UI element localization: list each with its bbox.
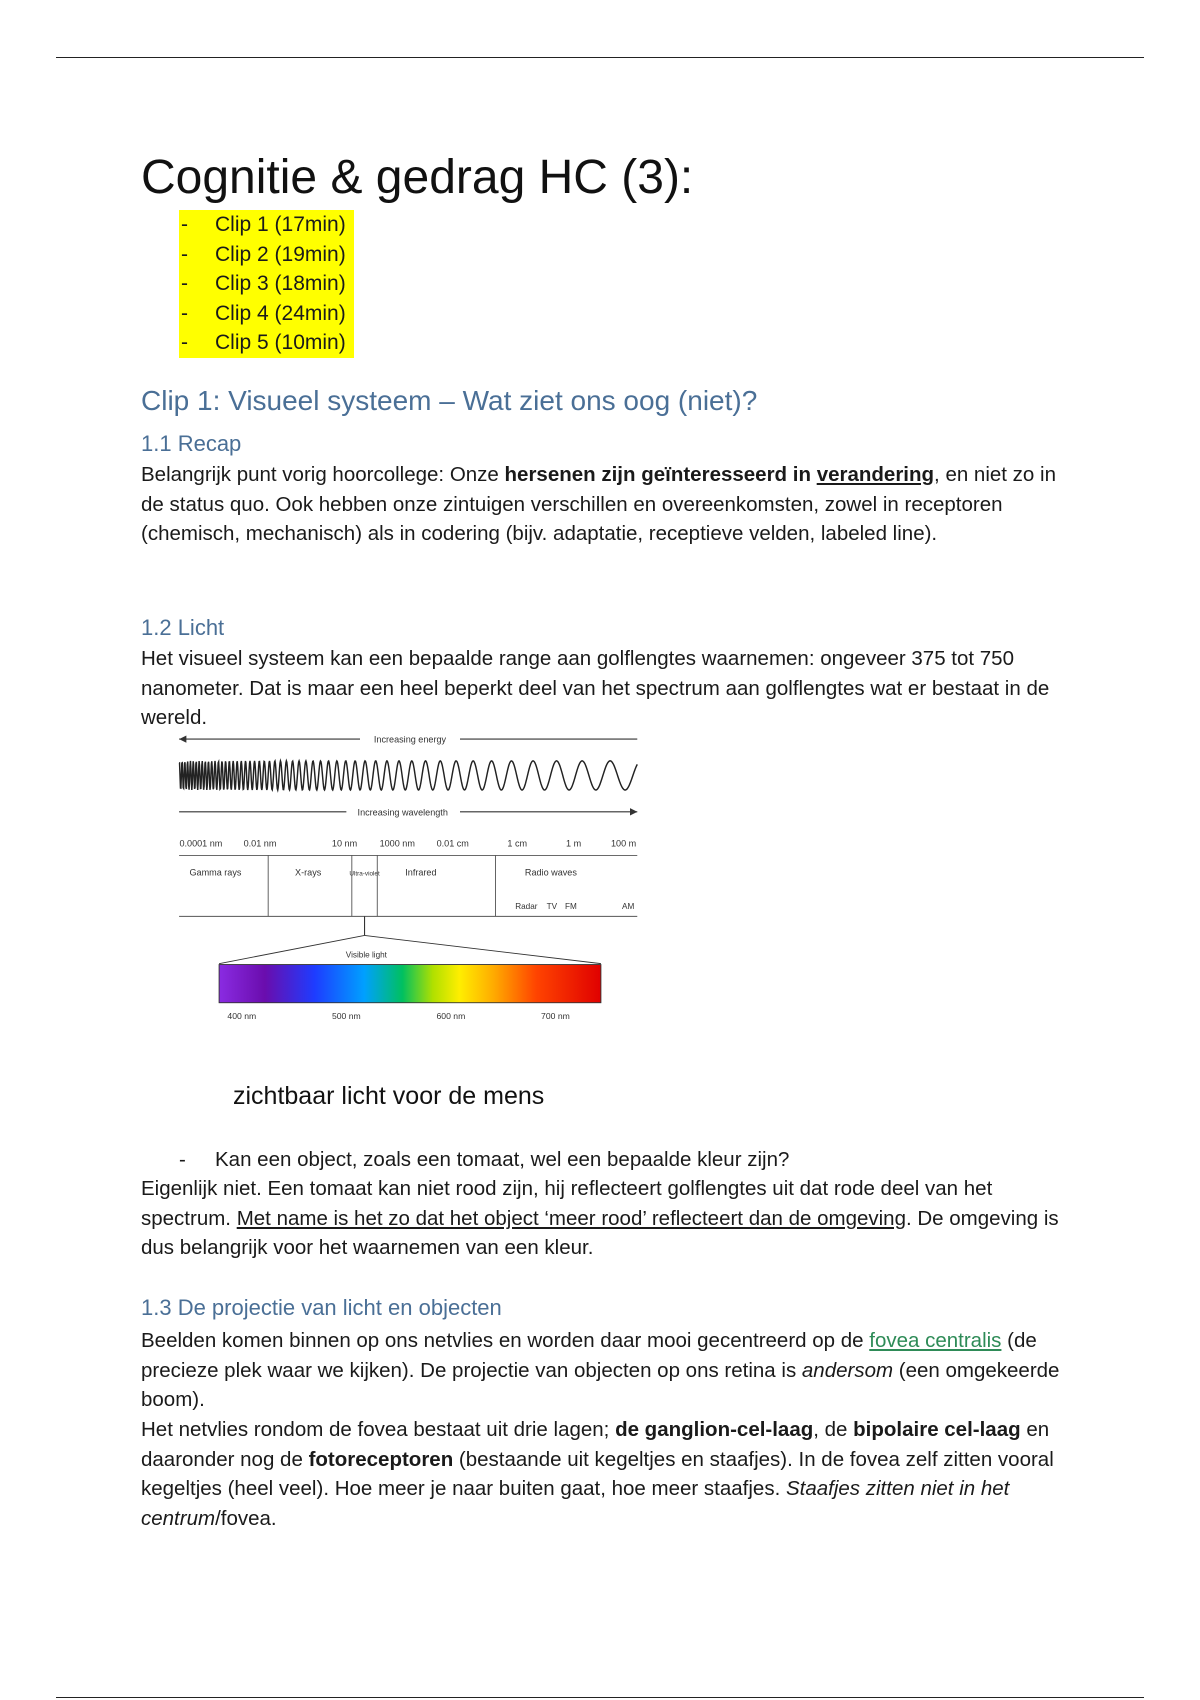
answer-paragraph xyxy=(141,1174,1081,1263)
list-dash: - xyxy=(181,331,188,354)
text-run: Beelden komen binnen op ons netvlies en worden daar mooi gecentreerd op de xyxy=(141,1329,870,1352)
text-run: , en niet zo in de status quo. Ook hebben onze zintuigen verschillen en overeenkomsten, zowel in receptoren (chemisch, mechanisch) als in codering (bijv. adaptatie, receptieve velden, labeled line). xyxy=(141,463,1056,545)
clip-item xyxy=(179,240,354,270)
text-run: (een omgekeerde boom). xyxy=(141,1358,1060,1411)
scale-label: 1 cm xyxy=(507,838,528,849)
clip-item xyxy=(179,328,354,358)
section-heading-clip1: Clip 1: Visueel systeem – Wat ziet ons oog (niet)? xyxy=(141,385,758,416)
band-label: Infrared xyxy=(405,867,437,878)
recap-paragraph xyxy=(141,460,1081,549)
clip-item xyxy=(179,269,354,299)
bold-underline-run: verandering xyxy=(816,463,935,486)
bold-run: fotoreceptoren xyxy=(308,1447,454,1471)
visible-tick-label: 600 nm xyxy=(436,1011,466,1022)
band-label: X-rays xyxy=(295,867,322,878)
underline-run: Met name is het zo dat het object ‘meer rood’ reflecteert dan de omgeving xyxy=(236,1206,906,1230)
text-run: (de precieze plek waar we kijken). De projectie van objecten op ons retina is xyxy=(141,1329,1037,1382)
figure-caption: zichtbaar licht voor de mens xyxy=(233,1082,545,1110)
clip-list xyxy=(179,210,354,358)
clip-label: Clip 5 (10min) xyxy=(215,331,346,354)
clip-label: Clip 4 (24min) xyxy=(215,301,346,325)
text-run: /fovea. xyxy=(215,1506,277,1530)
heading-licht: 1.2 Licht xyxy=(141,615,225,640)
scale-label: 10 nm xyxy=(331,838,358,849)
electromagnetic-spectrum-figure xyxy=(150,730,670,1030)
band-label: Ultra-violet xyxy=(349,870,380,878)
scale-label: 0.01 cm xyxy=(436,838,469,849)
wave-curve xyxy=(179,761,637,790)
bold-run: de ganglion-cel-laag xyxy=(615,1418,814,1441)
scale-label: 1 m xyxy=(566,838,582,849)
clip-label: Clip 1 (17min) xyxy=(215,213,346,236)
text-run: , de xyxy=(813,1418,854,1441)
energy-label: Increasing energy xyxy=(373,734,447,745)
radio-sub-label: TV xyxy=(546,902,558,912)
clip-item xyxy=(179,210,354,240)
visible-spectrum-bar xyxy=(219,965,601,1003)
projectie-paragraph-1 xyxy=(141,1326,1081,1415)
text-run: Eigenlijk niet. Een tomaat kan niet rood zijn, hij reflecteert golflengtes uit dat rode deel van het spectrum. xyxy=(141,1177,993,1230)
italic-run: Staafjes zitten niet in het centrum xyxy=(141,1477,1010,1530)
arrow-right-icon xyxy=(630,808,637,815)
visible-tick-label: 400 nm xyxy=(227,1011,257,1022)
scale-label: 1000 nm xyxy=(379,838,415,849)
heading-recap: 1.1 Recap xyxy=(141,431,242,456)
arrow-left-icon xyxy=(179,735,186,742)
question-text: Kan een object, zoals een tomaat, wel een bepaalde kleur zijn? xyxy=(215,1148,790,1171)
bold-run: hersenen zijn geïnteresseerd in xyxy=(504,463,817,486)
scale-label: 0.01 nm xyxy=(243,838,277,849)
band-label: Gamma rays xyxy=(189,867,242,878)
text-run: Het netvlies rondom de fovea bestaat uit drie lagen; xyxy=(141,1418,616,1441)
clip-label: Clip 2 (19min) xyxy=(215,242,346,266)
text-run: Belangrijk punt vorig hoorcollege: Onze xyxy=(141,463,505,486)
bottom-rule xyxy=(56,1697,1144,1698)
list-dash: - xyxy=(181,301,188,325)
visible-tick-label: 700 nm xyxy=(541,1011,570,1022)
italic-run: andersom xyxy=(801,1358,894,1382)
clip-item xyxy=(179,299,354,329)
zoom-line-right xyxy=(365,935,601,963)
wavelength-label: Increasing wavelength xyxy=(357,807,448,818)
licht-paragraph: Het visueel systeem kan een bepaalde range aan golflengtes waarnemen: ongeveer 375 tot 750 nanometer. Dat is maar een heel beperkt deel van het spectrum aan golflengtes wat er bestaat in de wereld. xyxy=(141,647,1050,729)
radio-sub-label: FM xyxy=(565,902,577,912)
top-rule xyxy=(56,57,1144,58)
visible-tick-label: 500 nm xyxy=(331,1011,361,1022)
text-run: (bestaande uit kegeltjes en staafjes). In de fovea zelf zitten vooral kegeltjes (heel veel). Hoe meer je naar buiten gaat, hoe meer staafjes. xyxy=(141,1447,1054,1500)
zoom-line-left xyxy=(219,935,364,963)
document-title: Cognitie & gedrag HC (3): xyxy=(141,151,694,204)
list-dash: - xyxy=(181,272,188,295)
text-run: en daaronder nog de xyxy=(141,1418,1050,1471)
scale-label: 0.0001 nm xyxy=(179,838,223,849)
clip-label: Clip 3 (18min) xyxy=(215,272,346,295)
fovea-centralis-link[interactable]: fovea centralis xyxy=(869,1329,1002,1352)
list-dash: - xyxy=(181,213,188,236)
list-dash: - xyxy=(179,1148,186,1171)
radio-sub-label: Radar xyxy=(515,902,538,912)
list-dash: - xyxy=(181,242,188,266)
bold-run: bipolaire cel-laag xyxy=(853,1418,1021,1441)
visible-light-label: Visible light xyxy=(345,950,387,960)
projectie-paragraph-2 xyxy=(141,1415,1081,1533)
radio-sub-label: AM xyxy=(622,902,635,912)
band-label: Radio waves xyxy=(524,867,577,878)
scale-label: 100 m xyxy=(611,838,637,849)
text-run: . De omgeving is dus belangrijk voor het waarnemen van een kleur. xyxy=(141,1206,1059,1259)
heading-projectie: 1.3 De projectie van licht en objecten xyxy=(141,1295,502,1320)
